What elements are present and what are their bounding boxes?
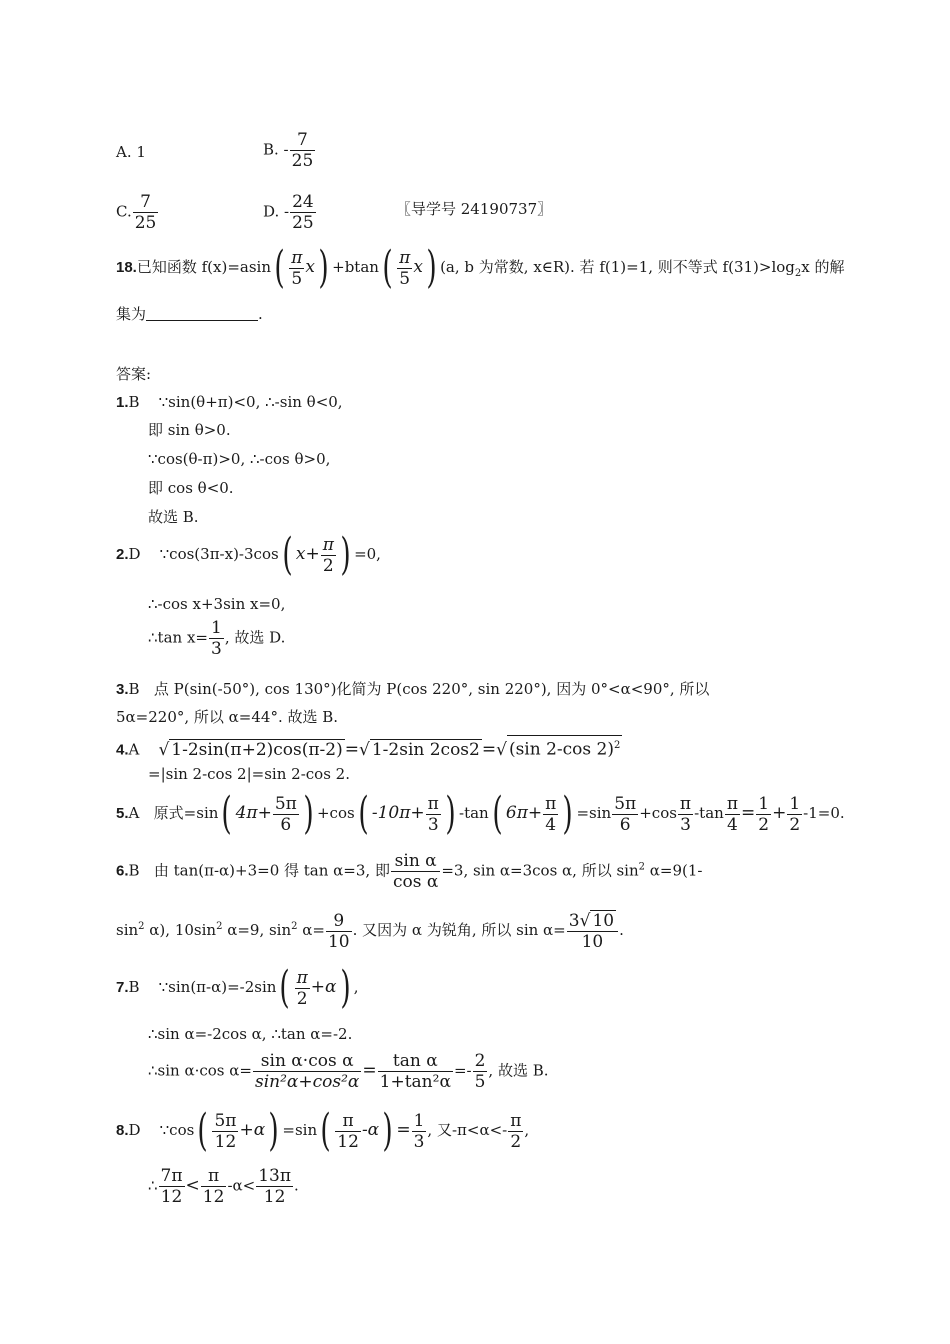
answer-3-line: 5α=220°, 所以 α=44°. 故选 B.	[116, 708, 339, 726]
answer-8: 8.D ∵cos( $\frac{5\pi}{12}$ +α) =sin( $\frac{\pi}{12}$ -α) = $\frac{1}{3}$ , 又-π<α<- $\frac{\pi}{2}$ ,	[116, 1105, 530, 1156]
question-18: 18.已知函数 f(x)=asin( $\frac{\pi}{5}$ x) +btan( $\frac{\pi}{5}$ x) (a, b 为常数, x∈R). 若 f(1)=1, 则不等式 $f(31)>\log_2x$ 的解	[116, 242, 845, 293]
answer-4-line: =|sin 2-cos 2|=sin 2-cos 2.	[148, 765, 350, 783]
fraction: $\frac{7}{25}$	[291, 130, 314, 171]
option-a: A. 1	[116, 143, 146, 161]
answer-2-line: ∴-cos x+3sin x=0,	[148, 595, 286, 613]
answer-6: 6.B 由 tan(π-α)+3=0 得 tan α=3, 即 $\frac{\text{sin α}}{\text{cos α}}$ =3, sin α=3cos α, 所以 $\sin^2 \alpha=9(1-$	[116, 851, 703, 892]
answer-4: 4.A √ 1-2sin(π+2)cos(π-2) =√ 1-2sin 2cos2 =√ (sin 2-cos 2)$^2$	[116, 735, 622, 761]
answer-8-line: ∴ $\frac{7\pi}{12}$ < $\frac{\pi}{12}$ -α< $\frac{13\pi}{12}$ .	[148, 1166, 299, 1207]
fraction: $\frac{24}{25}$	[292, 192, 314, 233]
answer-7: 7.B ∵sin(π-α)=-2sin( $\frac{\pi}{2}$ +α) ,	[116, 962, 359, 1013]
question-18-line2: 集为 .	[116, 305, 263, 323]
answer-2: 2.D ∵cos(3π-x)-3cos( x+ $\frac{\pi}{2}$ ) =0,	[116, 529, 381, 580]
fraction: $\frac{7}{25}$	[134, 192, 157, 233]
answer-6-line: $\sin^2 \alpha$), $10\sin^2$ α=9, $\sin^2 \alpha=$ $\frac{9}{10}$ . 又因为 α 为锐角, 所以 sin α= $\frac{3√ 10}{10}$ .	[116, 910, 624, 952]
guide-number: 〖导学号 24190737〗	[396, 200, 553, 218]
answer-2-line: ∴tan x= $\frac{1}{3}$ , 故选 D.	[148, 618, 286, 659]
answer-7-line: ∴sin α=-2cos α, ∴tan α=-2.	[148, 1025, 353, 1043]
answers-heading: 答案:	[116, 365, 152, 383]
answer-1-line: 故选 B.	[148, 508, 199, 526]
answer-1-line: 即 sin θ>0.	[148, 421, 231, 439]
answer-3: 3.B 点 P(sin(-50°), cos 130°)化简为 P(cos 220°, sin 220°), 因为 0°<α<90°, 所以	[116, 680, 710, 698]
answer-5: 5.A 原式=sin( 4π+ $\frac{5\pi}{6}$ ) +cos( -10π+ $\frac{\pi}{3}$ ) -tan( 6π+ $\frac{\pi}{4}$ ) =sin $\frac{5\pi}{6}$ +cos $\frac{\pi}{3}$ -tan $\frac{\pi}{4}$ = $\frac{1}{2}$ + $\frac{1}{2}$ -1=0.	[116, 788, 845, 839]
answer-1-line: ∵cos(θ-π)>0, ∴-cos θ>0,	[148, 450, 331, 468]
option-d: D. - $\frac{24}{25}$	[263, 192, 314, 233]
answer-1-line: 即 cos θ<0.	[148, 479, 234, 497]
answer-blank	[146, 306, 258, 321]
answer-1: 1.B ∵sin(θ+π)<0, ∴-sin θ<0,	[116, 393, 343, 411]
answer-7-line: ∴sin α·cos α= $\frac{\text{sin α·cos α}}{\text{sin²α+cos²α}}$ = $\frac{\text{tan α}}{\text{1+tan²α}}$ =- $\frac{2}{5}$ , 故选 B.	[148, 1051, 549, 1092]
option-b: B. - $\frac{7}{25}$	[263, 130, 314, 171]
option-c: C. $\frac{7}{25}$	[116, 192, 157, 233]
